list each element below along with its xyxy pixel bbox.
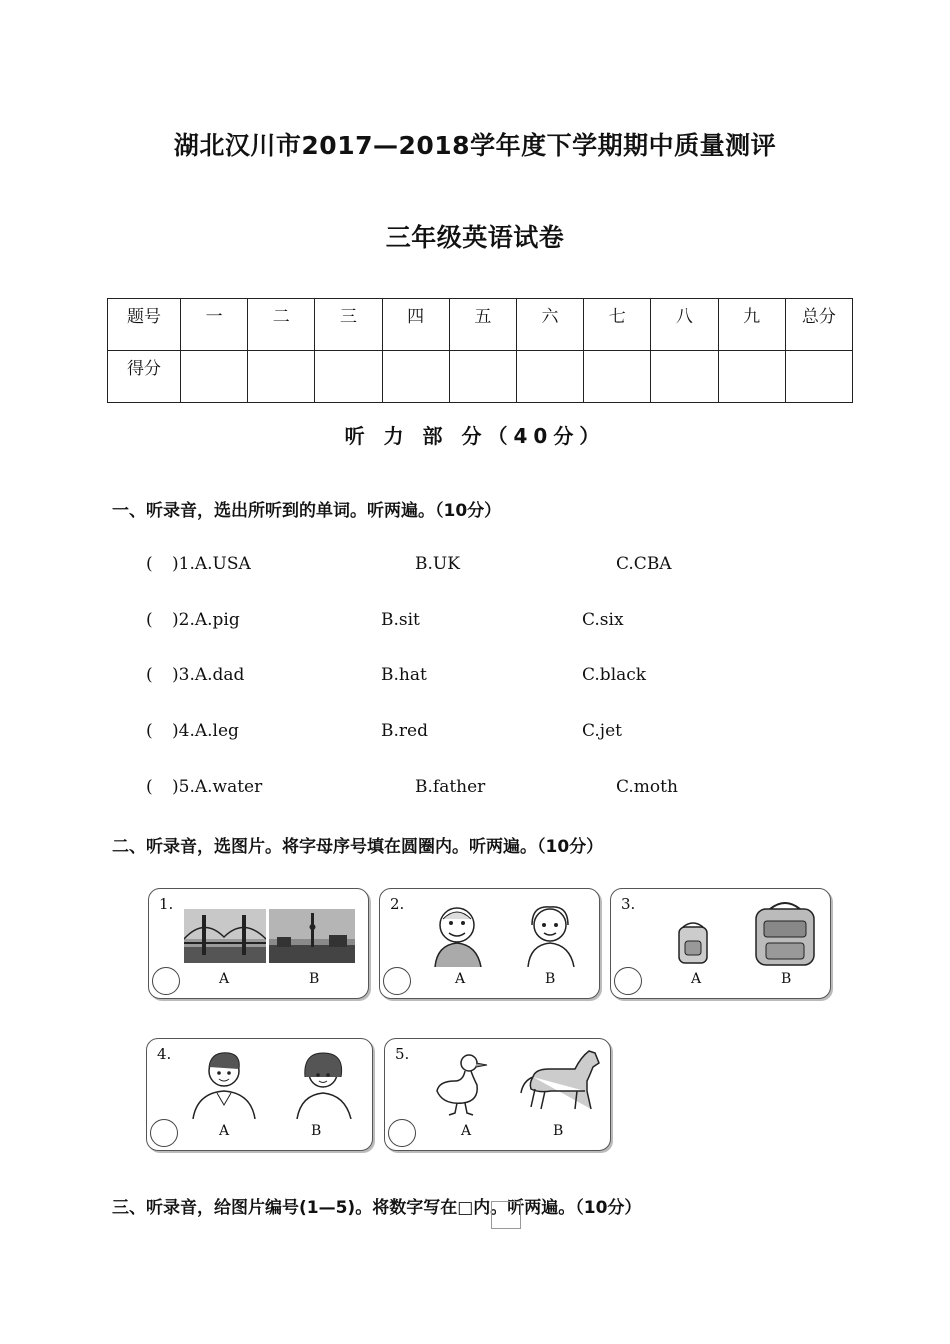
option-c: C.six — [582, 610, 624, 630]
score-cell-empty[interactable] — [449, 351, 516, 403]
option-c: C.jet — [582, 721, 622, 741]
score-table — [107, 298, 853, 403]
picture-number: 1. — [159, 895, 174, 913]
label-a: A — [691, 971, 702, 987]
score-cell-header: 四 — [382, 299, 449, 351]
option-c: C.moth — [616, 777, 678, 797]
bridge-image — [184, 909, 266, 963]
picture-box-3 — [610, 888, 831, 999]
option-b: B.hat — [381, 665, 427, 685]
score-cell-header: 五 — [449, 299, 516, 351]
answer-paren[interactable]: ( — [146, 665, 153, 685]
score-cell-empty[interactable] — [181, 351, 248, 403]
label-b: B — [545, 971, 556, 987]
option-a: )3.A.dad — [172, 665, 245, 685]
label-a: A — [219, 971, 230, 987]
score-cell-empty[interactable] — [315, 351, 382, 403]
score-cell-header: 七 — [584, 299, 651, 351]
score-cell-header: 一 — [181, 299, 248, 351]
duck-icon — [433, 1051, 493, 1117]
exam-title: 湖北汉川市2017—2018学年度下学期期中质量测评 — [173, 131, 777, 160]
answer-paren[interactable]: ( — [146, 610, 153, 630]
option-c: C.black — [582, 665, 647, 685]
label-b: B — [311, 1123, 322, 1139]
score-cell-label: 题号 — [108, 299, 181, 351]
option-b: B.UK — [415, 554, 460, 574]
score-table-header-row — [108, 299, 853, 351]
option-b: B.red — [381, 721, 428, 741]
answer-circle[interactable] — [614, 967, 642, 995]
listening-heading: 听 力 部 分（40分） — [344, 424, 606, 448]
score-cell-label: 得分 — [108, 351, 181, 403]
woman-icon — [293, 1047, 355, 1119]
picture-box-4 — [146, 1038, 373, 1151]
answer-paren[interactable]: ( — [146, 777, 153, 797]
score-cell-header: 八 — [651, 299, 718, 351]
option-a: )4.A.leg — [172, 721, 239, 741]
section1-title: 一、听录音，选出所听到的单词。听两遍。（10分） — [112, 501, 502, 521]
option-a: )5.A.water — [172, 777, 263, 797]
option-b: B.sit — [381, 610, 420, 630]
option-b: B.father — [415, 777, 486, 797]
score-cell-header: 三 — [315, 299, 382, 351]
score-cell-header: 六 — [516, 299, 583, 351]
label-a: A — [461, 1123, 472, 1139]
section3-title: 三、听录音，给图片编号(1—5)。将数字写在□内。听两遍。（10分） — [112, 1198, 642, 1218]
score-cell-empty[interactable] — [382, 351, 449, 403]
option-a: )1.A.USA — [172, 554, 251, 574]
score-cell-empty[interactable] — [785, 351, 852, 403]
exam-subtitle: 三年级英语试卷 — [385, 223, 565, 252]
score-cell-empty[interactable] — [718, 351, 785, 403]
label-a: A — [219, 1123, 230, 1139]
score-cell-header: 九 — [718, 299, 785, 351]
label-b: B — [781, 971, 792, 987]
option-a: )2.A.pig — [172, 610, 240, 630]
answer-circle[interactable] — [383, 967, 411, 995]
label-b: B — [553, 1123, 564, 1139]
score-table-score-row — [108, 351, 853, 403]
answer-box[interactable] — [491, 1201, 521, 1229]
picture-box-2 — [379, 888, 600, 999]
picture-number: 5. — [395, 1045, 410, 1063]
picture-number: 4. — [157, 1045, 172, 1063]
score-cell-empty[interactable] — [584, 351, 651, 403]
answer-paren[interactable]: ( — [146, 554, 153, 574]
grandfather-icon — [425, 901, 495, 967]
picture-number: 2. — [390, 895, 405, 913]
picture-box-1 — [148, 888, 369, 999]
score-cell-empty[interactable] — [651, 351, 718, 403]
grandmother-icon — [518, 901, 584, 967]
large-backpack-icon — [746, 897, 824, 969]
score-cell-empty[interactable] — [248, 351, 315, 403]
answer-paren[interactable]: ( — [146, 721, 153, 741]
man-icon — [189, 1047, 259, 1119]
picture-box-5 — [384, 1038, 611, 1151]
label-b: B — [309, 971, 320, 987]
answer-circle[interactable] — [150, 1119, 178, 1147]
score-cell-header: 总分 — [785, 299, 852, 351]
answer-circle[interactable] — [388, 1119, 416, 1147]
score-cell-empty[interactable] — [516, 351, 583, 403]
score-cell-header: 二 — [248, 299, 315, 351]
section2-title: 二、听录音，选图片。将字母序号填在圆圈内。听两遍。（10分） — [112, 837, 604, 857]
city-tower-image — [269, 909, 355, 963]
option-c: C.CBA — [616, 554, 672, 574]
picture-number: 3. — [621, 895, 636, 913]
small-backpack-icon — [673, 919, 713, 965]
answer-circle[interactable] — [152, 967, 180, 995]
label-a: A — [455, 971, 466, 987]
horse-icon — [515, 1047, 605, 1117]
